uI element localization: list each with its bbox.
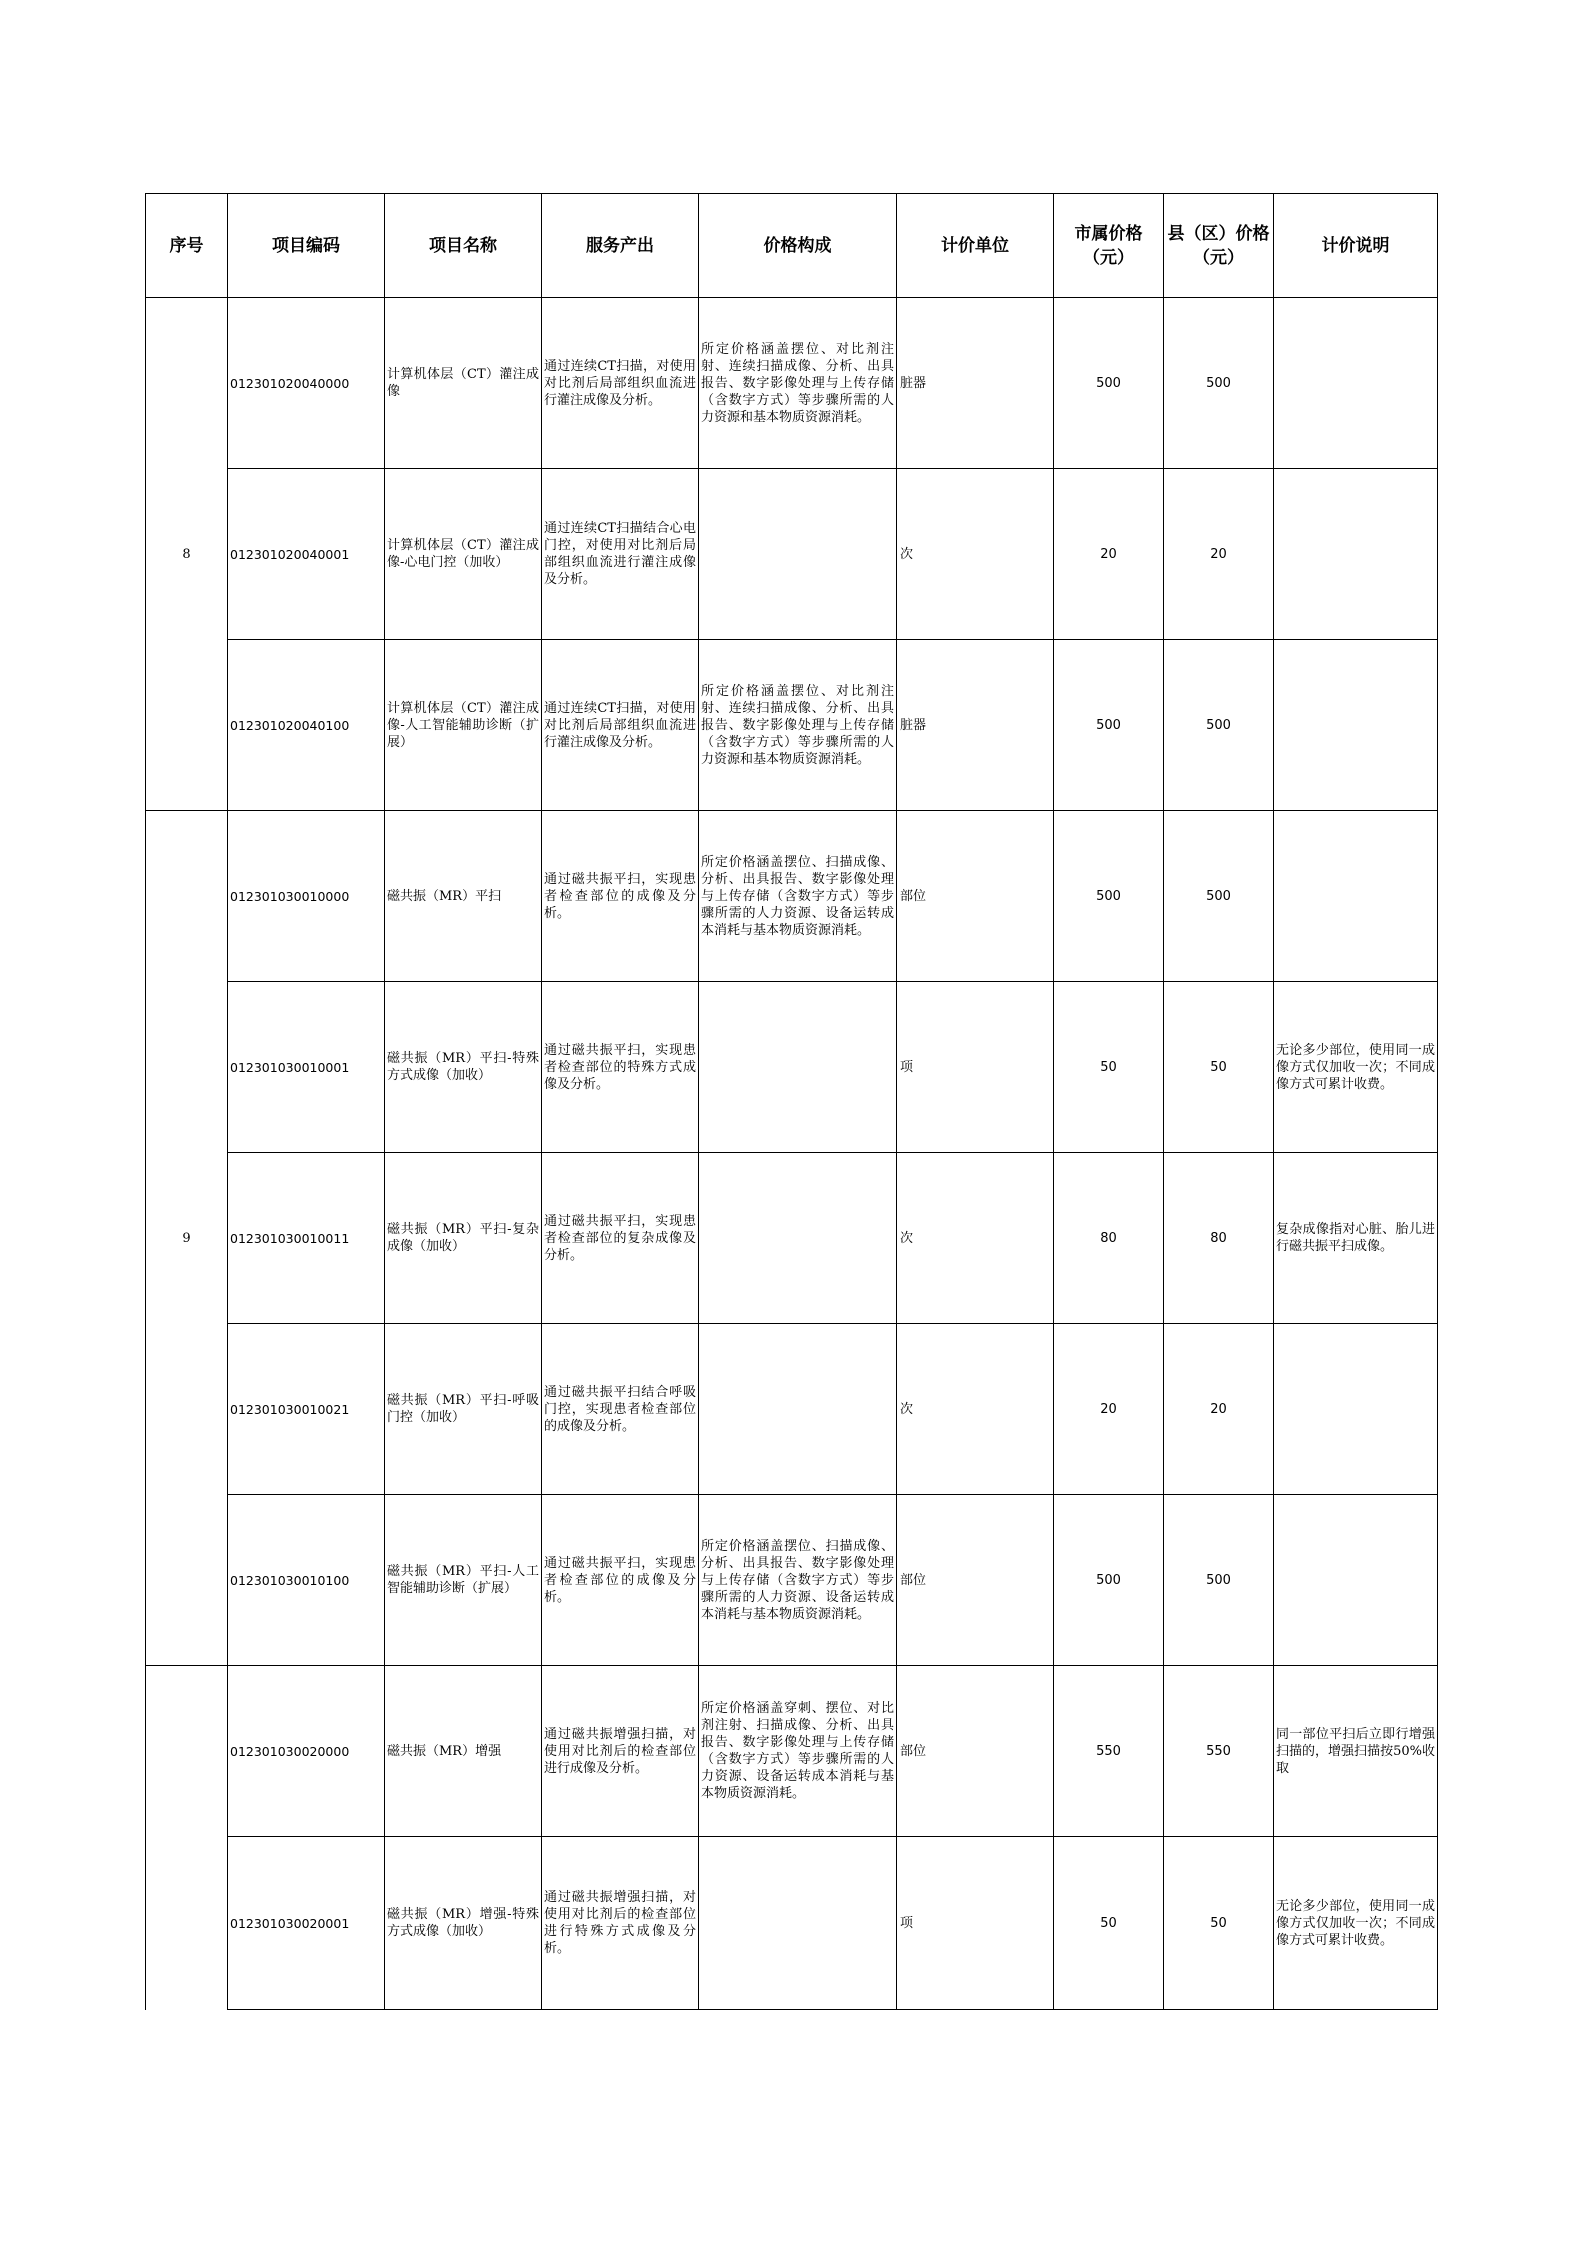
composition-cell: 所定价格涵盖摆位、对比剂注射、连续扫描成像、分析、出具报告、数字影像处理与上传存储（含数字方式）等步骤所需的人力资源和基本物质资源消耗。 — [699, 640, 897, 811]
header-name: 项目名称 — [385, 194, 542, 298]
city-price-cell: 20 — [1054, 469, 1164, 640]
city-price-cell: 550 — [1054, 1666, 1164, 1837]
note-cell — [1274, 811, 1438, 982]
unit-cell: 脏器 — [897, 298, 1054, 469]
header-county-price: 县（区）价格（元） — [1164, 194, 1274, 298]
header-unit: 计价单位 — [897, 194, 1054, 298]
name-cell: 磁共振（MR）平扫-特殊方式成像（加收） — [385, 982, 542, 1153]
header-city-price: 市属价格（元） — [1054, 194, 1164, 298]
county-price-cell: 50 — [1164, 982, 1274, 1153]
code-cell: 012301030020001 — [228, 1837, 385, 2010]
city-price-cell: 500 — [1054, 1495, 1164, 1666]
unit-cell: 次 — [897, 469, 1054, 640]
note-cell — [1274, 469, 1438, 640]
county-price-cell: 20 — [1164, 469, 1274, 640]
seq-cell: 9 — [146, 811, 228, 1666]
county-price-cell: 50 — [1164, 1837, 1274, 2010]
service-cell: 通过磁共振平扫结合呼吸门控，实现患者检查部位的成像及分析。 — [542, 1324, 699, 1495]
table-row — [146, 1837, 1438, 2010]
table-row — [146, 811, 1438, 982]
county-price-cell: 550 — [1164, 1666, 1274, 1837]
table-row — [146, 640, 1438, 811]
header-seq: 序号 — [146, 194, 228, 298]
header-composition: 价格构成 — [699, 194, 897, 298]
table-row — [146, 1153, 1438, 1324]
service-cell: 通过连续CT扫描结合心电门控，对使用对比剂后局部组织血流进行灌注成像及分析。 — [542, 469, 699, 640]
county-price-cell: 500 — [1164, 1495, 1274, 1666]
county-price-cell: 20 — [1164, 1324, 1274, 1495]
name-cell: 磁共振（MR）平扫-人工智能辅助诊断（扩展） — [385, 1495, 542, 1666]
county-price-cell: 500 — [1164, 298, 1274, 469]
note-cell: 同一部位平扫后立即行增强扫描的，增强扫描按50%收取 — [1274, 1666, 1438, 1837]
name-cell: 计算机体层（CT）灌注成像-人工智能辅助诊断（扩展） — [385, 640, 542, 811]
county-price-cell: 500 — [1164, 811, 1274, 982]
note-cell: 无论多少部位，使用同一成像方式仅加收一次；不同成像方式可累计收费。 — [1274, 982, 1438, 1153]
composition-cell — [699, 982, 897, 1153]
city-price-cell: 20 — [1054, 1324, 1164, 1495]
unit-cell: 项 — [897, 1837, 1054, 2010]
name-cell: 计算机体层（CT）灌注成像-心电门控（加收） — [385, 469, 542, 640]
table-row — [146, 298, 1438, 469]
price-table — [145, 193, 1438, 2010]
composition-cell: 所定价格涵盖摆位、对比剂注射、连续扫描成像、分析、出具报告、数字影像处理与上传存储（含数字方式）等步骤所需的人力资源和基本物质资源消耗。 — [699, 298, 897, 469]
table-header-row — [146, 194, 1438, 298]
composition-cell: 所定价格涵盖摆位、扫描成像、分析、出具报告、数字影像处理与上传存储（含数字方式）等步骤所需的人力资源、设备运转成本消耗与基本物质资源消耗。 — [699, 811, 897, 982]
note-cell — [1274, 640, 1438, 811]
name-cell: 磁共振（MR）增强-特殊方式成像（加收） — [385, 1837, 542, 2010]
seq-cell — [146, 1666, 228, 2010]
service-cell: 通过连续CT扫描，对使用对比剂后局部组织血流进行灌注成像及分析。 — [542, 640, 699, 811]
unit-cell: 次 — [897, 1153, 1054, 1324]
composition-cell: 所定价格涵盖摆位、扫描成像、分析、出具报告、数字影像处理与上传存储（含数字方式）等步骤所需的人力资源、设备运转成本消耗与基本物质资源消耗。 — [699, 1495, 897, 1666]
note-cell: 复杂成像指对心脏、胎儿进行磁共振平扫成像。 — [1274, 1153, 1438, 1324]
composition-cell — [699, 1837, 897, 2010]
note-cell — [1274, 1495, 1438, 1666]
name-cell: 磁共振（MR）平扫-复杂成像（加收） — [385, 1153, 542, 1324]
city-price-cell: 50 — [1054, 982, 1164, 1153]
city-price-cell: 500 — [1054, 640, 1164, 811]
seq-cell: 8 — [146, 298, 228, 811]
code-cell: 012301030020000 — [228, 1666, 385, 1837]
unit-cell: 次 — [897, 1324, 1054, 1495]
service-cell: 通过磁共振平扫，实现患者检查部位的成像及分析。 — [542, 1495, 699, 1666]
code-cell: 012301020040100 — [228, 640, 385, 811]
code-cell: 012301030010021 — [228, 1324, 385, 1495]
unit-cell: 部位 — [897, 1666, 1054, 1837]
service-cell: 通过磁共振平扫，实现患者检查部位的特殊方式成像及分析。 — [542, 982, 699, 1153]
county-price-cell: 80 — [1164, 1153, 1274, 1324]
city-price-cell: 50 — [1054, 1837, 1164, 2010]
service-cell: 通过磁共振增强扫描，对使用对比剂后的检查部位进行特殊方式成像及分析。 — [542, 1837, 699, 2010]
service-cell: 通过磁共振平扫，实现患者检查部位的成像及分析。 — [542, 811, 699, 982]
table-row — [146, 982, 1438, 1153]
service-cell: 通过磁共振增强扫描，对使用对比剂后的检查部位进行成像及分析。 — [542, 1666, 699, 1837]
note-cell — [1274, 1324, 1438, 1495]
composition-cell — [699, 1153, 897, 1324]
name-cell: 计算机体层（CT）灌注成像 — [385, 298, 542, 469]
name-cell: 磁共振（MR）增强 — [385, 1666, 542, 1837]
table-row — [146, 1324, 1438, 1495]
header-service: 服务产出 — [542, 194, 699, 298]
table-row — [146, 469, 1438, 640]
code-cell: 012301030010100 — [228, 1495, 385, 1666]
code-cell: 012301020040001 — [228, 469, 385, 640]
header-note: 计价说明 — [1274, 194, 1438, 298]
county-price-cell: 500 — [1164, 640, 1274, 811]
note-cell — [1274, 298, 1438, 469]
composition-cell — [699, 469, 897, 640]
service-cell: 通过连续CT扫描，对使用对比剂后局部组织血流进行灌注成像及分析。 — [542, 298, 699, 469]
code-cell: 012301030010001 — [228, 982, 385, 1153]
city-price-cell: 80 — [1054, 1153, 1164, 1324]
unit-cell: 部位 — [897, 811, 1054, 982]
code-cell: 012301020040000 — [228, 298, 385, 469]
name-cell: 磁共振（MR）平扫-呼吸门控（加收） — [385, 1324, 542, 1495]
unit-cell: 部位 — [897, 1495, 1054, 1666]
unit-cell: 项 — [897, 982, 1054, 1153]
code-cell: 012301030010000 — [228, 811, 385, 982]
table-row — [146, 1495, 1438, 1666]
table-row — [146, 1666, 1438, 1837]
unit-cell: 脏器 — [897, 640, 1054, 811]
service-cell: 通过磁共振平扫，实现患者检查部位的复杂成像及分析。 — [542, 1153, 699, 1324]
city-price-cell: 500 — [1054, 298, 1164, 469]
composition-cell: 所定价格涵盖穿刺、摆位、对比剂注射、扫描成像、分析、出具报告、数字影像处理与上传存储（含数字方式）等步骤所需的人力资源、设备运转成本消耗与基本物质资源消耗。 — [699, 1666, 897, 1837]
header-code: 项目编码 — [228, 194, 385, 298]
city-price-cell: 500 — [1054, 811, 1164, 982]
composition-cell — [699, 1324, 897, 1495]
note-cell: 无论多少部位，使用同一成像方式仅加收一次；不同成像方式可累计收费。 — [1274, 1837, 1438, 2010]
code-cell: 012301030010011 — [228, 1153, 385, 1324]
name-cell: 磁共振（MR）平扫 — [385, 811, 542, 982]
